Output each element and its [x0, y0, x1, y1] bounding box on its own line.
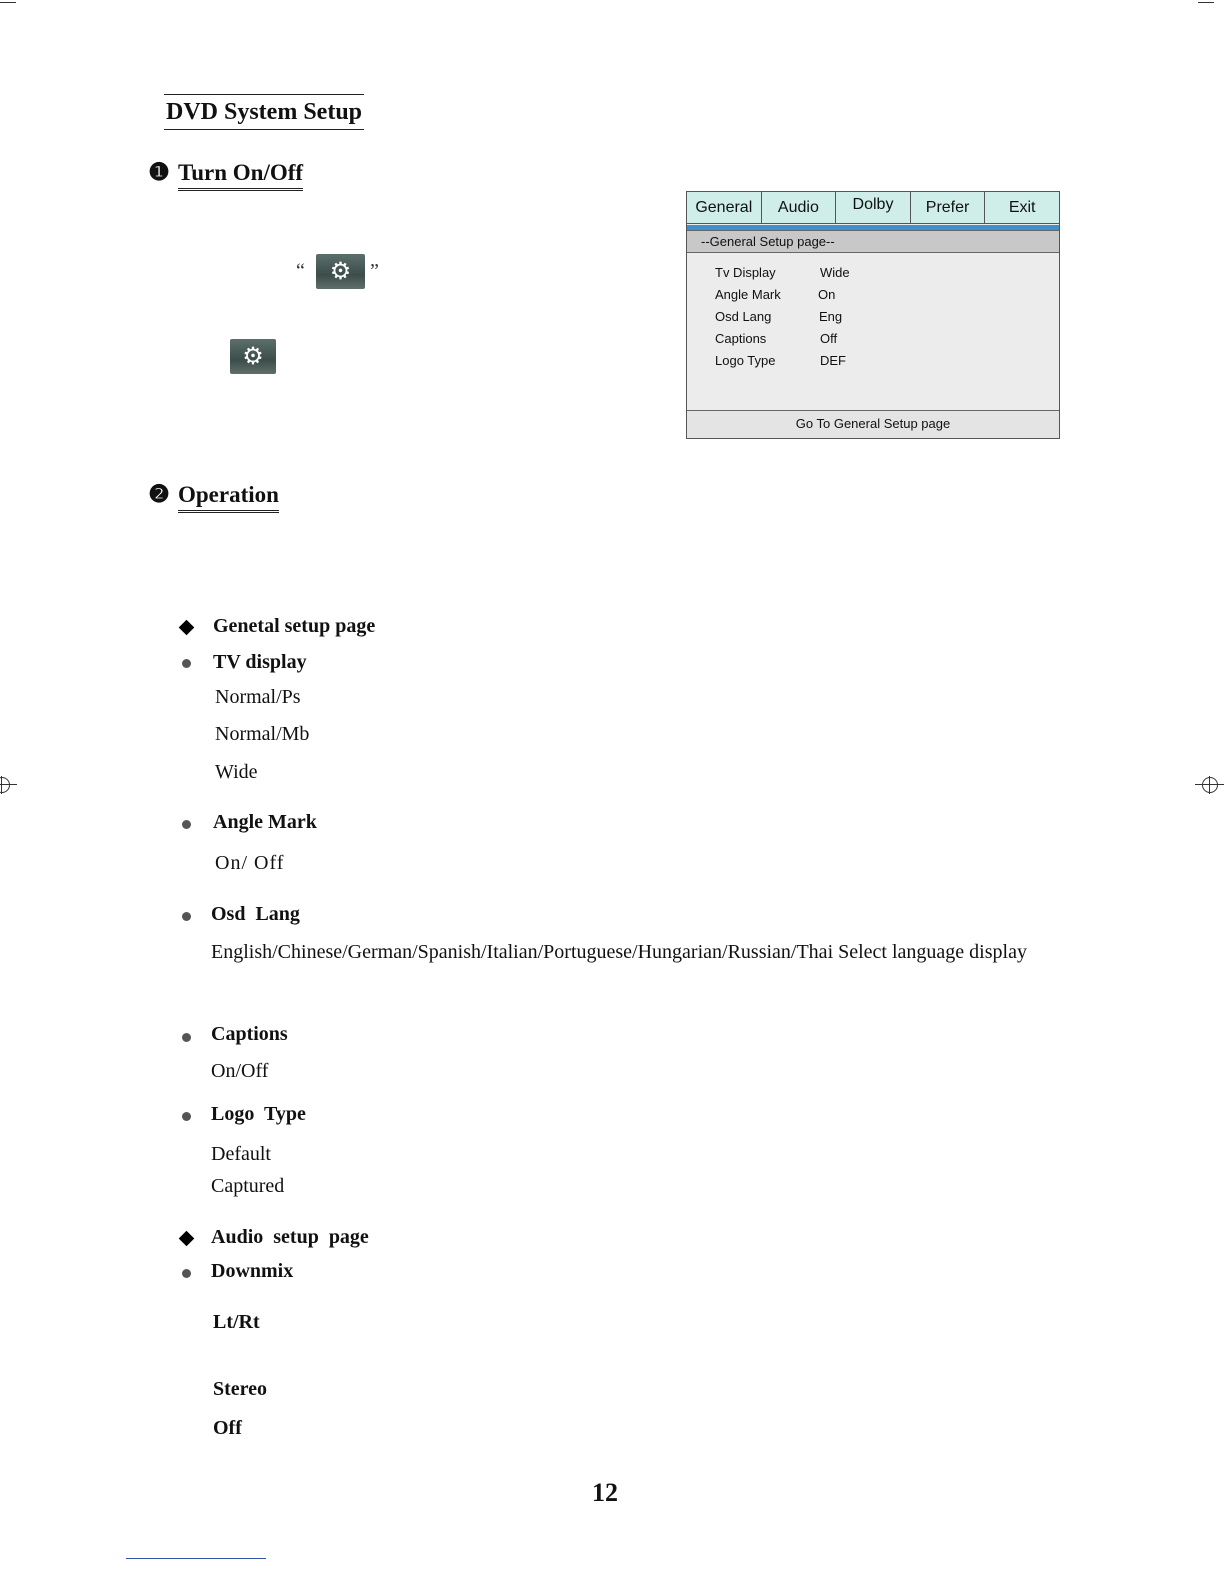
osd-row-value: Wide [820, 265, 850, 280]
setup-button[interactable] [230, 339, 276, 374]
downmix-option: Lt/Rt [213, 1311, 260, 1333]
logo-type-heading: Logo Type [211, 1103, 306, 1125]
dot-bullet [182, 1269, 191, 1278]
downmix-option: Stereo [213, 1378, 268, 1400]
osd-row-label[interactable]: Tv Display [715, 265, 776, 280]
dot-bullet [182, 1112, 191, 1121]
dot-bullet [182, 912, 191, 921]
registration-mark-right [1202, 777, 1218, 793]
osd-row-label[interactable]: Angle Mark [715, 287, 781, 302]
angle-mark-options: On/ Off [215, 852, 285, 874]
osd-lang-heading: Osd Lang [211, 903, 300, 925]
diamond-bullet [179, 620, 195, 636]
tv-display-option: Normal/Mb [215, 723, 310, 745]
dot-bullet [182, 820, 191, 829]
section-number-2: ❷ [148, 482, 170, 508]
audio-setup-heading: Audio setup page [211, 1226, 369, 1248]
osd-tab-bar [687, 192, 1059, 224]
logo-type-option: Captured [211, 1175, 285, 1197]
tv-display-option: Wide [215, 761, 258, 783]
crop-mark-top-left [0, 2, 16, 3]
osd-row-label[interactable]: Logo Type [715, 353, 776, 368]
osd-row-label[interactable]: Captions [715, 331, 767, 346]
general-setup-heading: Genetal setup page [213, 615, 376, 637]
osd-row-value: DEF [820, 353, 846, 368]
dot-bullet [182, 1033, 191, 1042]
tab-audio[interactable]: Audio [762, 192, 837, 224]
diamond-bullet [179, 1231, 195, 1247]
downmix-option: Off [213, 1417, 242, 1439]
section-number-1: ❶ [148, 160, 170, 186]
registration-mark-left [0, 777, 10, 793]
quote-close: ” [370, 260, 379, 282]
osd-lang-options: English/Chinese/German/Spanish/Italian/Portuguese/Hungarian/Russian/Thai Select language display [211, 941, 1027, 963]
page-number: 12 [592, 1478, 618, 1507]
gear-icon: ⚙ [329, 257, 352, 285]
tab-dolby[interactable]: Dolby [836, 192, 911, 224]
crop-mark-top-right [1198, 2, 1214, 3]
quote-open: “ [296, 260, 305, 282]
section-title-turn-on-off: Turn On/Off [178, 160, 303, 191]
logo-type-option: Default [211, 1143, 271, 1165]
osd-row-value: On [818, 287, 836, 302]
tab-general[interactable]: General [687, 192, 762, 224]
captions-heading: Captions [211, 1023, 288, 1045]
section-title-operation: Operation [178, 482, 279, 513]
osd-row-value: Eng [819, 309, 843, 324]
osd-row-label[interactable]: Osd Lang [715, 309, 772, 324]
angle-mark-heading: Angle Mark [213, 811, 317, 833]
downmix-heading: Downmix [211, 1260, 294, 1282]
page-title: DVD System Setup [164, 94, 364, 130]
tab-prefer[interactable]: Prefer [911, 192, 986, 224]
captions-options: On/Off [211, 1060, 269, 1082]
general-setup-osd [686, 191, 1060, 439]
gear-icon: ⚙ [242, 342, 264, 370]
footer-rule [126, 1558, 266, 1559]
setup-button-inline [316, 254, 365, 289]
tv-display-heading: TV display [213, 651, 307, 673]
osd-page-title: --General Setup page-- [687, 230, 1059, 253]
osd-help-text: Go To General Setup page [687, 410, 1059, 438]
dot-bullet [182, 659, 191, 668]
tv-display-option: Normal/Ps [215, 686, 301, 708]
osd-row-value: Off [820, 331, 838, 346]
tab-exit[interactable]: Exit [985, 192, 1059, 224]
